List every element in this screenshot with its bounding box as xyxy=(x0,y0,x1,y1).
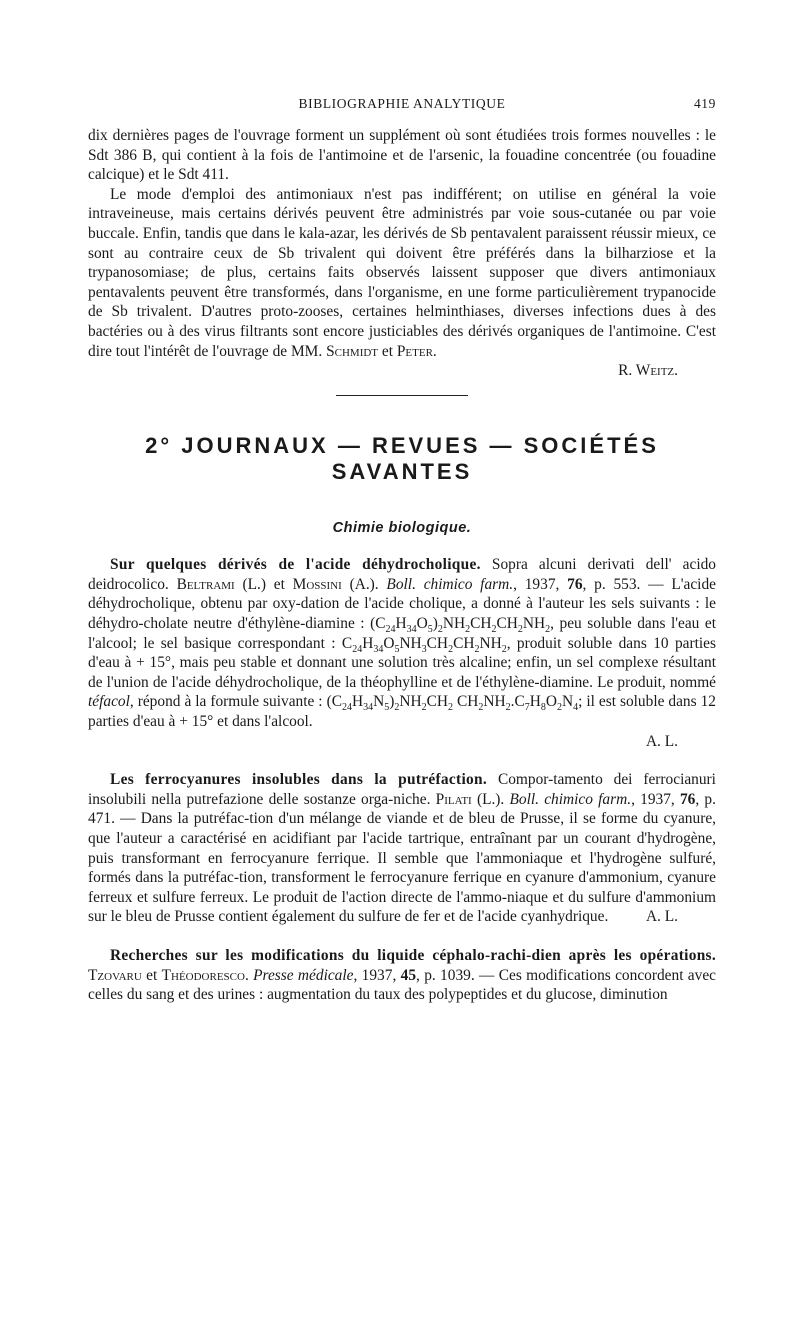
product-name: téfacol xyxy=(88,693,130,711)
article-title: Recherches sur les modifications du liquide céphalo-rachi-dien après les opérations. xyxy=(110,946,716,964)
article-body: Recherches sur les modifications du liquide céphalo-rachi-dien après les opérations. Tzovaru et Théodoresco. Presse médicale, 1937, 45, p. 1039. — Ces modifications concordent avec celles du sang et des urines : augmentation du taux des polypeptides et du glucose, diminution xyxy=(88,946,716,1004)
author-name: Théodoresco xyxy=(161,966,245,984)
volume: 76 xyxy=(679,790,696,808)
article-title: Sur quelques dérivés de l'acide déhydrocholique. xyxy=(110,556,481,574)
intro-paragraph-2: Le mode d'emploi des antimoniaux n'est pas indifférent; on utilise en général la voie intraveineuse, mais certains dérivés peuvent être administrés par voie sous-cutanée ou par voie buccale. Enfin, tandis que dans le kala-azar, les dérivés de Sb pentavalent paraissent réussir mieux, ce sont au contraire ceux de Sb trivalent qui doivent être préférés dans la bilharziose et la trypanosomiase; de plus, certains faits observés laissent supposer que divers antimoniaux pentavalents peuvent être transformés, dans l'organisme, en une forme particulièrement trypanocide de Sb trivalent. D'autres proto-zooses, certaines helminthiases, diverses infections dues à des bactéries ou à des virus filtrants sont encore justiciables des dérivés organiques de l'antimoine. C'est dire tout l'intérêt de l'ouvrage de MM. Schmidt et Peter. xyxy=(88,185,716,360)
volume: 45 xyxy=(400,966,417,984)
review-signature: R. Weitz. xyxy=(618,362,678,380)
section-title: 2° JOURNAUX — REVUES — SOCIÉTÉS SAVANTES xyxy=(145,433,659,485)
page xyxy=(88,96,716,1005)
volume: 76 xyxy=(567,575,583,593)
article xyxy=(88,770,716,927)
author-name: Mossini xyxy=(292,575,342,593)
intro-paragraph-1: dix dernières pages de l'ouvrage forment un supplément où sont étudiées trois formes nouvelles : le Sdt 386 B, qui contient à la fois de l'antimoine et de l'arsenic, la fouadine concentrée (ou fouadine calcique) et le Sdt 411. xyxy=(88,127,716,184)
article xyxy=(88,946,716,1005)
journal-name: Boll. chimico farm. xyxy=(509,790,632,808)
author-name: Tzovaru xyxy=(88,966,142,984)
author-name: Pilati xyxy=(435,790,472,808)
article-signature: A. L. xyxy=(645,732,678,750)
subsection-title: Chimie biologique. xyxy=(332,520,472,537)
original-title: Sopra alcuni derivati dell' acido deidrocolico. xyxy=(88,556,716,593)
author-name: Schmidt xyxy=(326,342,379,360)
section-divider xyxy=(336,395,468,397)
journal-name: Boll. chimico farm. xyxy=(386,575,514,593)
journal-name: Presse médicale xyxy=(253,966,354,984)
chemical-formula: $(C_{24}H_{34}N_5)_2NH_2CH_2$ $CH_2NH_2.C_7H_8O_2N_4$ xyxy=(326,693,579,714)
article xyxy=(88,555,716,751)
article-body: Les ferrocyanures insolubles dans la putréfaction. Compor-tamento dei ferrocianuri insolubili nella putrefazione delle sostanze orga-niche. Pilati (L.). Boll. chimico farm., 1937, 76, p. 471. — Dans la putréfac-tion d'un mélange de viande et de bleu de Prusse, il se forme du cyanure, que l'auteur a caractérisé en acidifiant par l'acide tartrique, entraînant par un courant d'hydrogène, puis transformant en ferrocyanure ferrique. Il semble que l'ammoniaque et l'hydrogène sulfuré, formés dans la putréfac-tion, transforment le ferrocyanure ferrique en cyanure d'ammonium, cyanure ferreux et sulfure ferreux. Le produit de l'action directe de l'ammo-niaque et du sulfure d'ammonium sur le bleu de Prusse contient également du sulfure de fer et de l'acide cyanhydrique. A. L. xyxy=(88,771,717,926)
author-name: Beltrami xyxy=(176,575,235,593)
article-body: Sur quelques dérivés de l'acide déhydrocholique. Sopra alcuni derivati dell' acido deidrocolico. Beltrami (L.) et Mossini (A.). Boll. chimico farm., 1937, 76, p. 553. — L'acide déhydrocholique, obtenu par oxy-dation de l'acide cholique, a donné à l'auteur les sels suivants : le déhydro-cholate neutre d'éthylène-diamine : $(C_{24}H_{34}O_5)_2NH_2CH_2CH_2NH_2$, peu soluble dans l'eau et l'alcool; le sel basique correspondant : $C_{24}H_{34}O_5NH_3CH_2CH_2NH_2$, produit soluble dans 10 parties d'eau à + 15°, mais peu stable et donnant une solution très alcaline; enfin, un sel complexe résultant de l'union de l'acide déhydrocholique, de la théophylline et de l'éthylène-diamine. Le produit, nommé téfacol, répond à la formule suivante : $(C_{24}H_{34}N_5)_2NH_2CH_2$ $CH_2NH_2.C_7H_8O_2N_4$; il est soluble dans 12 parties d'eau à + 15° et dans l'alcool. xyxy=(88,556,716,730)
author-name: Peter xyxy=(396,342,433,360)
chemical-formula: $C_{24}H_{34}O_5NH_3CH_2CH_2NH_2$ xyxy=(341,634,507,655)
article-signature: A. L. xyxy=(645,908,678,926)
original-title: Compor-tamento dei ferrocianuri insolubili nella putrefazione delle sostanze orga-niche. xyxy=(88,771,716,808)
chemical-formula: $(C_{24}H_{34}O_5)_2NH_2CH_2CH_2NH_2$ xyxy=(370,615,551,636)
page-number: 419 xyxy=(693,96,716,111)
running-title: BIBLIOGRAPHIE ANALYTIQUE xyxy=(298,96,506,111)
article-title: Les ferrocyanures insolubles dans la putréfaction. xyxy=(110,771,488,789)
running-header xyxy=(88,96,716,118)
